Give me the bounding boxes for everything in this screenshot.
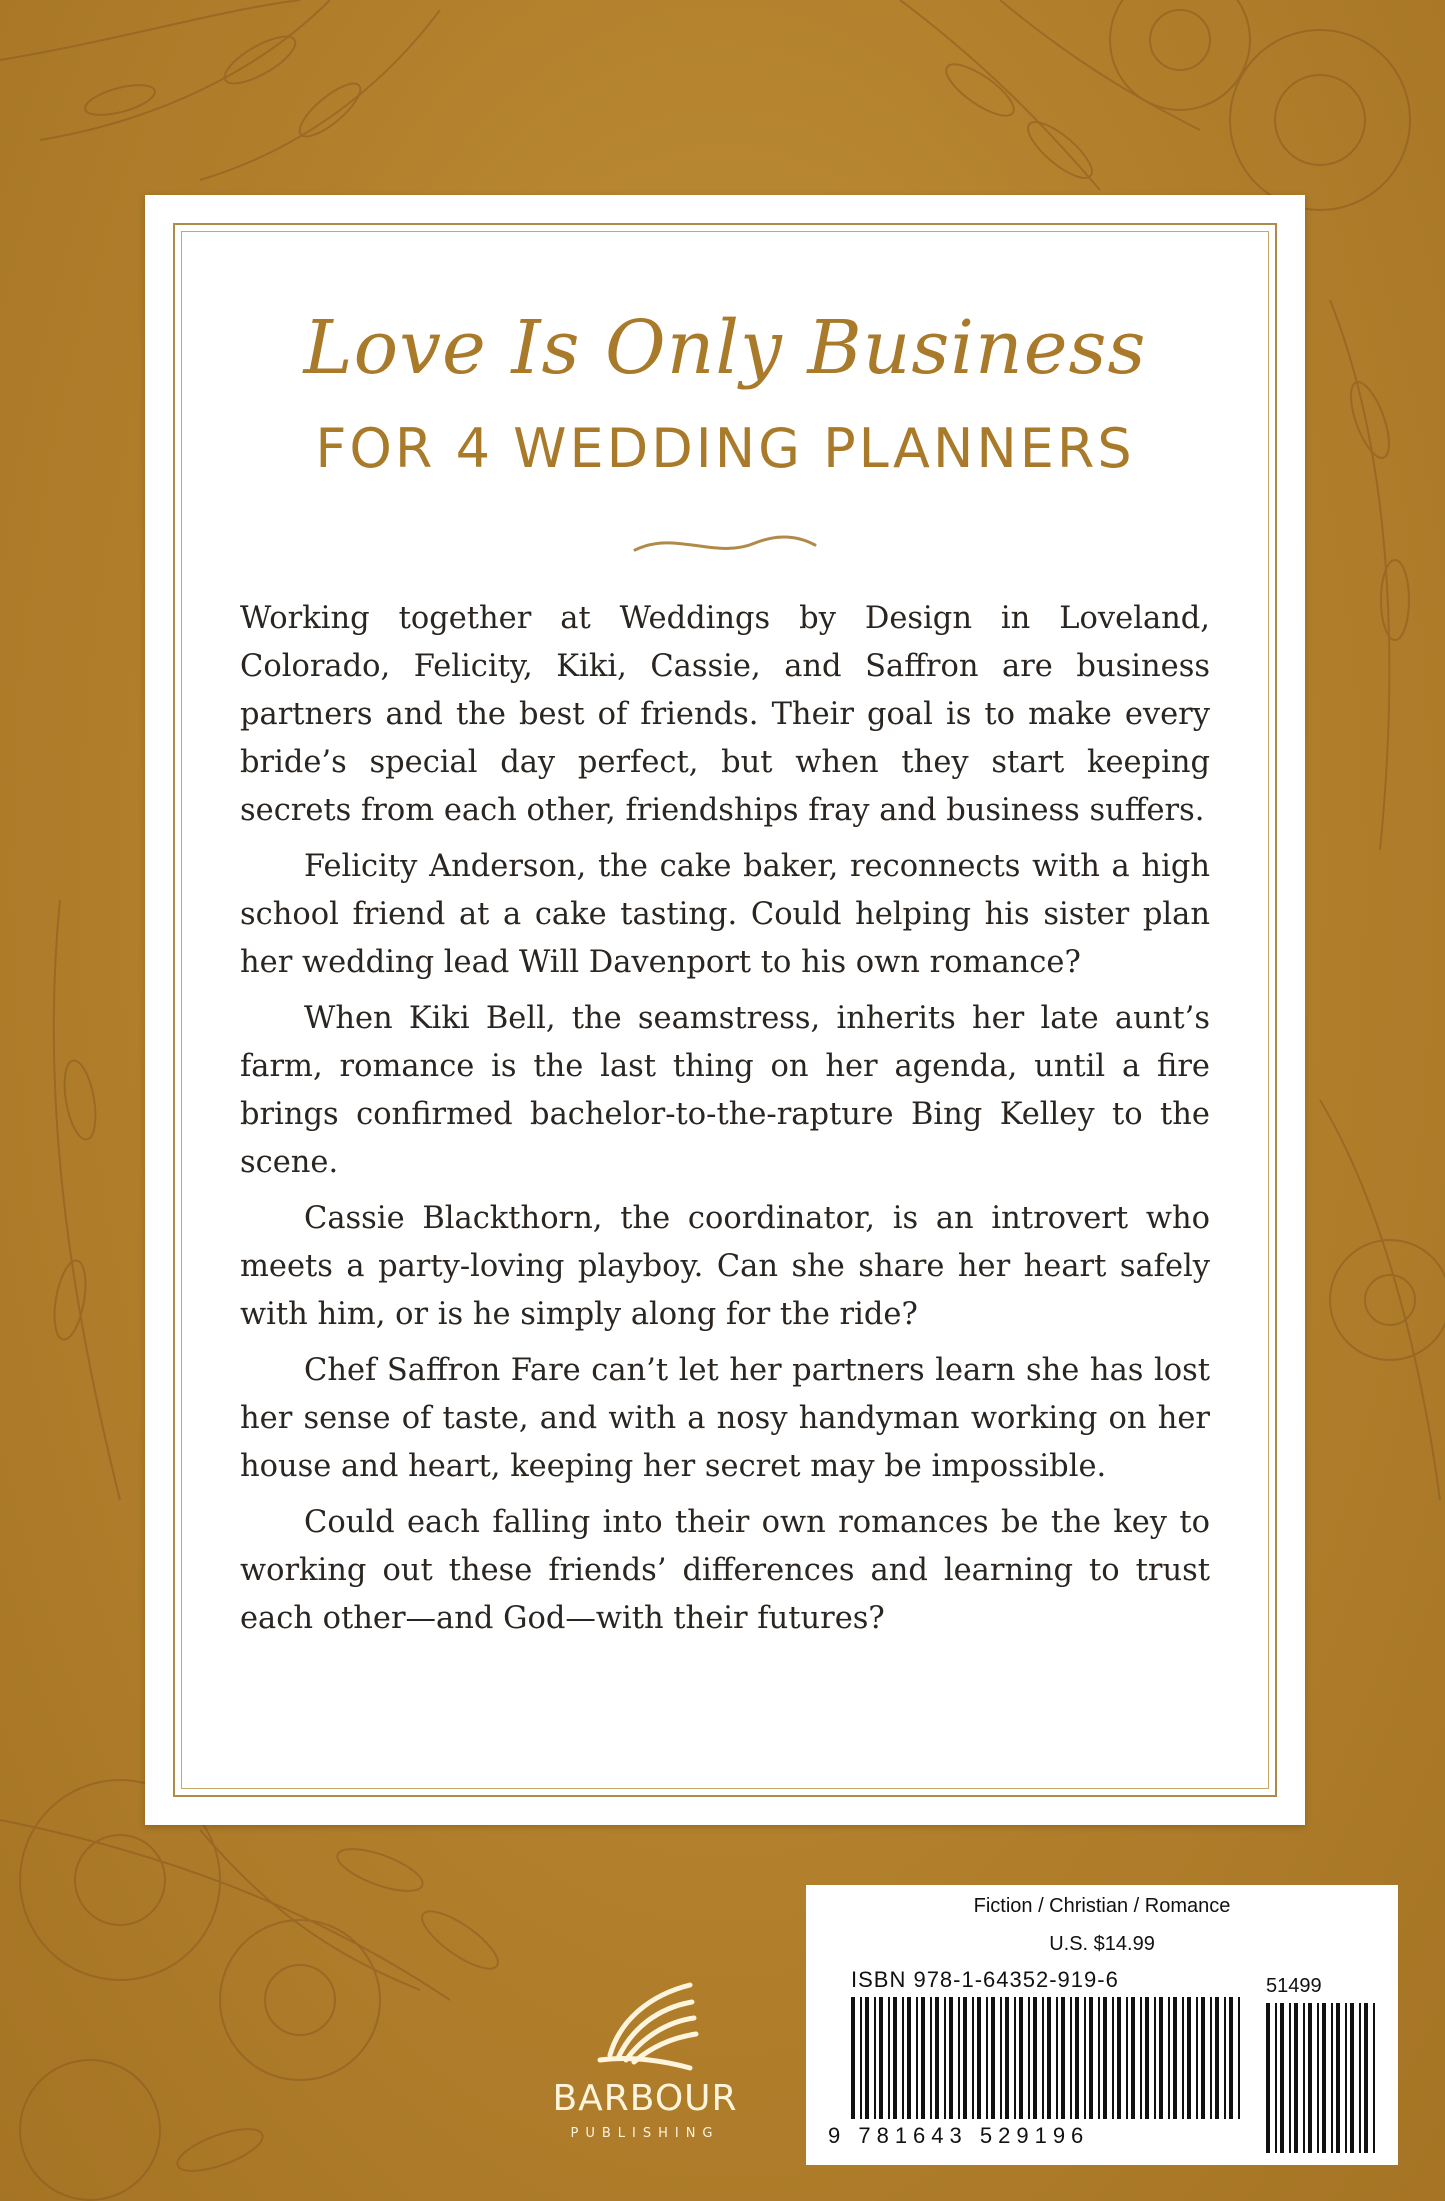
barcode-bar [1075,1997,1079,2119]
blurb-panel [145,195,1305,1825]
supplement-code: 51499 [1266,1975,1322,1997]
barcode-bar [935,1997,939,2119]
barcode-bar [888,1997,890,2119]
barcode-bar [1196,1997,1198,2119]
genre-label: Fiction / Christian / Romance [973,1895,1231,1917]
blurb-paragraph: When Kiki Bell, the seamstress, inherits her late aunt’s farm, romance is the last thing on her agenda, until a fire brings confirmed bachelor-to-the-rapture Bing Kelley to the scene. [240,1001,1210,1180]
barcode-bar [1019,1997,1023,2119]
barcode-bar [944,1997,946,2119]
barcode-bar [963,1997,967,2119]
barcode-bar [1145,1997,1149,2119]
barcode-bar [1168,1997,1170,2119]
barcode-bar [1215,1997,1219,2119]
blurb-paragraph: Could each falling into their own romances be the key to working out these friends’ differences and learning to trust each other—and God—with their futures? [240,1505,1210,1636]
barcode-bar [1317,2003,1319,2153]
barcode-bar [1373,2003,1375,2153]
barcode-bar [1070,1997,1072,2119]
barcode-bar [1042,1997,1044,2119]
barcode-bar [902,1997,904,2119]
blurb-paragraph: Working together at Weddings by Design in Loveland, Colorado, Felicity, Kiki, Cassie, and Saffron are business partners and the best of friends. Their goal is to make every bride’s special day perfect, but when they start keeping secrets from each other, friendships fray and business suffers. [240,601,1210,828]
blurb-paragraph: Cassie Blackthorn, the coordinator, is an introvert who meets a party-loving playboy. Can she share her heart safely with him, or is he simply along for the ride? [240,1201,1210,1332]
barcode-bar [1345,2003,1347,2153]
barcode-bar [1014,1997,1016,2119]
barcode-bar [1173,1997,1177,2119]
barcode-bar [1331,2003,1333,2153]
barcode-bar [1131,1997,1135,2119]
barcode-bar [1266,2003,1270,2153]
blurb-paragraph: Chef Saffron Fare can’t let her partners learn she has lost her sense of taste, and with a nosy handyman working on her house and heart, keeping her secret may be impossible. [240,1353,1210,1484]
barcode-bar [949,1997,953,2119]
barcode-bar [1126,1997,1128,2119]
barcode-bar [1000,1997,1002,2119]
isbn-label: ISBN 978-1-64352-919-6 [851,1967,1119,1992]
barcode-bar [1289,2003,1291,2153]
title-script: Love Is Only Business [303,305,1147,391]
barcode-bar [1187,1997,1191,2119]
barcode-bar [921,1997,925,2119]
barcode-bar [1210,1997,1212,2119]
barcode-bar [991,1997,995,2119]
barcode-bar [1117,1997,1121,2119]
publisher-sub: PUBLISHING [570,2126,720,2141]
barcode-bar [1238,1997,1240,2119]
barcode-bar [874,1997,876,2119]
publisher-logo [540,1960,750,2180]
barcode-bar [1308,2003,1312,2153]
barcode-bar [930,1997,932,2119]
barcode-bar [1005,1997,1009,2119]
barcode-bar [1028,1997,1030,2119]
book-wing-icon [540,1960,750,2075]
barcode-bar [1047,1997,1051,2119]
barcode-digits: 9 781643 529196 [828,2123,1090,2148]
barcode-bar [972,1997,974,2119]
barcode-bar [1322,2003,1326,2153]
barcode-bar [865,1997,869,2119]
barcode-bar [1350,2003,1354,2153]
barcode-bar [977,1997,981,2119]
barcode-bar [916,1997,918,2119]
barcode-bar [986,1997,988,2119]
barcode-bar [851,1997,855,2119]
barcode-bar [860,1997,862,2119]
barcode-bar [1103,1997,1107,2119]
barcode-box [806,1885,1398,2165]
barcode-bar [958,1997,960,2119]
barcode-bar [1061,1997,1065,2119]
barcode-bar [1294,2003,1298,2153]
barcode-bar [893,1997,897,2119]
barcode-bar [1229,1997,1233,2119]
barcode-bar [1098,1997,1100,2119]
blurb-paragraph: Felicity Anderson, the cake baker, reconnects with a high school friend at a cake tasting. Could helping his sister plan her wedding lead Will Davenport to his own romance? [240,849,1210,980]
barcode-bar [1056,1997,1058,2119]
barcode-bar [1336,2003,1340,2153]
barcode-bar [1084,1997,1086,2119]
blurb-body [240,595,1210,1651]
swash-ornament [625,525,825,565]
barcode-bar [1201,1997,1205,2119]
barcode-bar [1303,2003,1305,2153]
barcode-bar [1359,2003,1361,2153]
barcode-bar [1089,1997,1093,2119]
barcode-bar [1159,1997,1163,2119]
barcode-bar [1280,2003,1284,2153]
barcode-bar [1224,1997,1226,2119]
barcode-bar [1033,1997,1037,2119]
title-subtitle: FOR 4 WEDDING PLANNERS [315,417,1135,480]
barcode-bar [1140,1997,1142,2119]
barcode-bar [1182,1997,1184,2119]
barcode-bar [1275,2003,1277,2153]
barcode-bar [1154,1997,1156,2119]
barcode-bar [879,1997,883,2119]
barcode-bar [907,1997,911,2119]
barcode-bar [1364,2003,1368,2153]
price-label: U.S. $14.99 [1049,1933,1155,1955]
publisher-name: BARBOUR [552,2078,738,2119]
barcode-bar [1112,1997,1114,2119]
